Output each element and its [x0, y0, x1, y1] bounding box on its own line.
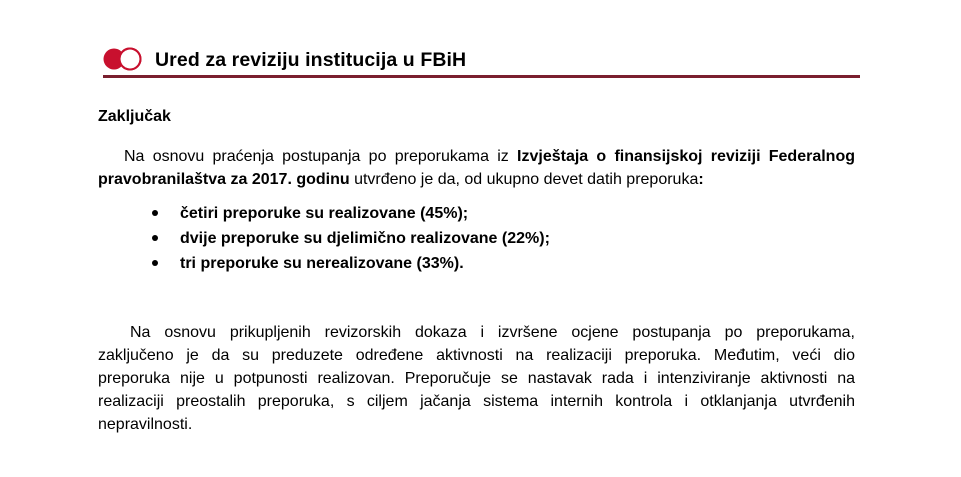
paragraph-2-line-2: zaključeno je da su preduzete određene aktivnosti na realizaciji preporuka. Međutim, veći dio [98, 347, 855, 364]
paragraph-2-line-1: Na osnovu prikupljenih revizorskih dokaza i izvršene ocjene postupanja po preporukama, [130, 324, 855, 341]
paragraph-1-line-2: pravobranilaštva za 2017. godinu utvrđeno je da, od ukupno devet datih preporuka: [98, 171, 704, 188]
document-header [103, 46, 860, 76]
bullet-icon [152, 235, 158, 241]
header-title: Ured za reviziju institucija u FBiH [155, 49, 467, 71]
institution-logo-icon [103, 47, 145, 71]
section-heading: Zaključak [98, 108, 171, 125]
paragraph-2-line-4: realizaciji preostalih preporuka, s ciljem jačanja sistema internih kontrola i otklanjanja utvrđenih [98, 393, 855, 410]
bullet-icon [152, 210, 158, 216]
paragraph-1-line-1: Na osnovu praćenja postupanja po preporukama iz Izvještaja o finansijskoj reviziji Federalnog [124, 148, 855, 165]
paragraph-2-line-5: nepravilnosti. [98, 416, 193, 433]
header-divider [103, 75, 860, 78]
paragraph-2-line-3: preporuka nije u potpunosti realizovan. Preporučuje se nastavak rada i intenziviranje aktivnosti na [98, 370, 855, 387]
conclusion-paragraph-1 [98, 145, 855, 191]
bullet-icon [152, 260, 158, 266]
conclusion-paragraph-2 [98, 321, 855, 436]
